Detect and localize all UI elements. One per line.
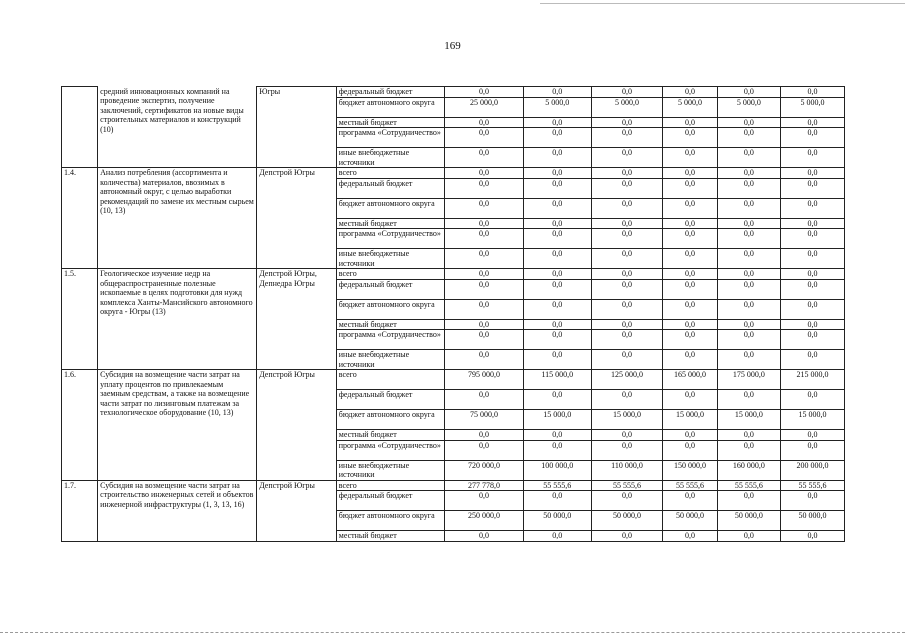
amount-cell: 5 000,0 (523, 97, 591, 117)
table-row (62, 269, 845, 280)
amount-cell: 0,0 (663, 198, 718, 218)
amount-cell: 0,0 (717, 531, 780, 542)
amount-cell: 0,0 (663, 330, 718, 350)
budget-table (61, 86, 845, 542)
amount-cell: 50 000,0 (591, 511, 662, 531)
amount-cell: 5 000,0 (780, 97, 844, 117)
amount-cell: 0,0 (523, 531, 591, 542)
item-description: средний инновационных компаний на проведение экспертиз, получение заключений, сертификатов на новые виды строительных материалов и конструкций (10) (98, 87, 257, 168)
amount-cell: 0,0 (717, 249, 780, 269)
amount-cell: 55 555,6 (780, 480, 844, 491)
amount-cell: 50 000,0 (780, 511, 844, 531)
table-row (62, 87, 845, 98)
amount-cell: 0,0 (591, 279, 662, 299)
amount-cell: 0,0 (663, 249, 718, 269)
amount-cell: 0,0 (780, 350, 844, 370)
amount-cell: 0,0 (591, 390, 662, 410)
amount-cell: 795 000,0 (445, 370, 524, 390)
funding-source: бюджет автономного округа (336, 97, 444, 117)
funding-source: бюджет автономного округа (336, 410, 444, 430)
amount-cell: 0,0 (663, 117, 718, 128)
amount-cell: 0,0 (445, 87, 524, 98)
amount-cell: 0,0 (663, 128, 718, 148)
item-description: Геологическое изучение недр на общераспространенные полезные ископаемые в целях подготовки для нужд комплекса Ханты-Мансийского автономного округа - Югры (13) (98, 269, 257, 370)
amount-cell: 0,0 (591, 440, 662, 460)
amount-cell: 0,0 (523, 117, 591, 128)
amount-cell: 0,0 (523, 249, 591, 269)
amount-cell: 0,0 (663, 440, 718, 460)
amount-cell: 0,0 (591, 430, 662, 441)
funding-source: иные внебюджетные источники (336, 249, 444, 269)
amount-cell: 0,0 (523, 87, 591, 98)
amount-cell: 0,0 (445, 440, 524, 460)
funding-source: всего (336, 269, 444, 280)
item-description: Анализ потребления (ассортимента и количества) материалов, ввозимых в автономный округ, с целью выработки рекомендаций по замене их местным сырьем (10, 13) (98, 168, 257, 269)
amount-cell: 720 000,0 (445, 460, 524, 480)
amount-cell: 0,0 (523, 229, 591, 249)
amount-cell: 0,0 (663, 491, 718, 511)
amount-cell: 0,0 (591, 350, 662, 370)
funding-source: федеральный бюджет (336, 491, 444, 511)
amount-cell: 0,0 (780, 168, 844, 179)
amount-cell: 0,0 (445, 430, 524, 441)
funding-source: всего (336, 168, 444, 179)
amount-cell: 0,0 (445, 390, 524, 410)
item-executor: Депстрой Югры, Депнедра Югры (257, 269, 337, 370)
amount-cell: 0,0 (445, 279, 524, 299)
item-executor: Депстрой Югры (257, 370, 337, 481)
amount-cell: 0,0 (780, 279, 844, 299)
amount-cell: 0,0 (780, 87, 844, 98)
amount-cell: 50 000,0 (717, 511, 780, 531)
funding-source: местный бюджет (336, 218, 444, 229)
amount-cell: 0,0 (591, 299, 662, 319)
amount-cell: 0,0 (445, 491, 524, 511)
amount-cell: 0,0 (780, 491, 844, 511)
amount-cell: 55 555,6 (523, 480, 591, 491)
amount-cell: 0,0 (780, 128, 844, 148)
amount-cell: 115 000,0 (523, 370, 591, 390)
amount-cell: 215 000,0 (780, 370, 844, 390)
amount-cell: 0,0 (717, 128, 780, 148)
item-index: 1.5. (62, 269, 98, 370)
funding-source: всего (336, 480, 444, 491)
funding-source: федеральный бюджет (336, 390, 444, 410)
funding-source: иные внебюджетные источники (336, 460, 444, 480)
amount-cell: 0,0 (445, 218, 524, 229)
amount-cell: 0,0 (717, 178, 780, 198)
amount-cell: 160 000,0 (717, 460, 780, 480)
amount-cell: 0,0 (780, 148, 844, 168)
amount-cell: 15 000,0 (591, 410, 662, 430)
table-row (62, 370, 845, 390)
amount-cell: 0,0 (780, 430, 844, 441)
amount-cell: 0,0 (663, 269, 718, 280)
amount-cell: 0,0 (523, 178, 591, 198)
amount-cell: 0,0 (663, 148, 718, 168)
amount-cell: 0,0 (591, 319, 662, 330)
amount-cell: 110 000,0 (591, 460, 662, 480)
item-index (62, 87, 98, 168)
amount-cell: 0,0 (717, 87, 780, 98)
amount-cell: 0,0 (663, 299, 718, 319)
funding-source: федеральный бюджет (336, 279, 444, 299)
amount-cell: 0,0 (780, 531, 844, 542)
amount-cell: 0,0 (663, 87, 718, 98)
scan-edge-bottom (0, 632, 905, 633)
amount-cell: 0,0 (523, 330, 591, 350)
funding-source: иные внебюджетные источники (336, 148, 444, 168)
funding-source: федеральный бюджет (336, 178, 444, 198)
amount-cell: 150 000,0 (663, 460, 718, 480)
amount-cell: 0,0 (445, 168, 524, 179)
funding-source: федеральный бюджет (336, 87, 444, 98)
amount-cell: 0,0 (591, 178, 662, 198)
amount-cell: 0,0 (717, 229, 780, 249)
funding-source: местный бюджет (336, 531, 444, 542)
amount-cell: 0,0 (780, 319, 844, 330)
amount-cell: 5 000,0 (717, 97, 780, 117)
amount-cell: 0,0 (663, 218, 718, 229)
funding-source: иные внебюджетные источники (336, 350, 444, 370)
amount-cell: 0,0 (523, 491, 591, 511)
amount-cell: 0,0 (717, 218, 780, 229)
amount-cell: 0,0 (663, 531, 718, 542)
amount-cell: 0,0 (780, 178, 844, 198)
amount-cell: 55 555,6 (591, 480, 662, 491)
amount-cell: 125 000,0 (591, 370, 662, 390)
amount-cell: 0,0 (780, 269, 844, 280)
amount-cell: 0,0 (523, 148, 591, 168)
amount-cell: 15 000,0 (663, 410, 718, 430)
amount-cell: 25 000,0 (445, 97, 524, 117)
amount-cell: 100 000,0 (523, 460, 591, 480)
amount-cell: 0,0 (445, 148, 524, 168)
amount-cell: 0,0 (445, 531, 524, 542)
item-index: 1.6. (62, 370, 98, 481)
item-index: 1.4. (62, 168, 98, 269)
amount-cell: 165 000,0 (663, 370, 718, 390)
amount-cell: 55 555,6 (717, 480, 780, 491)
amount-cell: 0,0 (523, 279, 591, 299)
amount-cell: 0,0 (717, 168, 780, 179)
amount-cell: 0,0 (445, 330, 524, 350)
amount-cell: 0,0 (523, 350, 591, 370)
scan-edge-top (540, 3, 905, 4)
funding-source: бюджет автономного округа (336, 299, 444, 319)
amount-cell: 15 000,0 (717, 410, 780, 430)
amount-cell: 0,0 (445, 269, 524, 280)
amount-cell: 0,0 (445, 350, 524, 370)
item-executor: Югры (257, 87, 337, 168)
amount-cell: 0,0 (591, 330, 662, 350)
amount-cell: 0,0 (717, 390, 780, 410)
amount-cell: 0,0 (717, 279, 780, 299)
amount-cell: 0,0 (663, 390, 718, 410)
amount-cell: 200 000,0 (780, 460, 844, 480)
amount-cell: 0,0 (445, 299, 524, 319)
amount-cell: 0,0 (445, 178, 524, 198)
amount-cell: 0,0 (663, 279, 718, 299)
amount-cell: 0,0 (591, 249, 662, 269)
amount-cell: 0,0 (523, 319, 591, 330)
amount-cell: 0,0 (717, 198, 780, 218)
amount-cell: 0,0 (780, 229, 844, 249)
amount-cell: 0,0 (523, 198, 591, 218)
amount-cell: 0,0 (717, 440, 780, 460)
amount-cell: 0,0 (523, 269, 591, 280)
funding-source: программа «Сотрудничество» (336, 330, 444, 350)
amount-cell: 0,0 (663, 430, 718, 441)
amount-cell: 0,0 (780, 218, 844, 229)
amount-cell: 0,0 (663, 168, 718, 179)
amount-cell: 15 000,0 (523, 410, 591, 430)
item-description: Субсидия на возмещение части затрат на строительство инженерных сетей и объектов инженерной инфраструктуры (1, 3, 13, 16) (98, 480, 257, 541)
amount-cell: 0,0 (780, 440, 844, 460)
amount-cell: 0,0 (591, 491, 662, 511)
amount-cell: 0,0 (780, 249, 844, 269)
funding-source: программа «Сотрудничество» (336, 440, 444, 460)
amount-cell: 277 778,0 (445, 480, 524, 491)
amount-cell: 0,0 (717, 430, 780, 441)
amount-cell: 0,0 (591, 148, 662, 168)
amount-cell: 0,0 (591, 168, 662, 179)
item-description: Субсидия на возмещение части затрат на уплату процентов по привлекаемым заемным средствам, а также на возмещение части затрат по лизинговым платежам за технологическое оборудование (10, 13) (98, 370, 257, 481)
amount-cell: 0,0 (523, 430, 591, 441)
amount-cell: 0,0 (780, 299, 844, 319)
amount-cell: 0,0 (663, 319, 718, 330)
amount-cell: 0,0 (717, 269, 780, 280)
amount-cell: 0,0 (591, 198, 662, 218)
amount-cell: 0,0 (663, 178, 718, 198)
amount-cell: 0,0 (445, 229, 524, 249)
amount-cell: 0,0 (717, 491, 780, 511)
amount-cell: 0,0 (523, 218, 591, 229)
amount-cell: 0,0 (445, 319, 524, 330)
amount-cell: 0,0 (780, 117, 844, 128)
amount-cell: 0,0 (445, 117, 524, 128)
table-row (62, 168, 845, 179)
amount-cell: 0,0 (445, 249, 524, 269)
page-number: 169 (444, 40, 461, 52)
amount-cell: 50 000,0 (663, 511, 718, 531)
amount-cell: 0,0 (591, 229, 662, 249)
amount-cell: 0,0 (717, 319, 780, 330)
amount-cell: 250 000,0 (445, 511, 524, 531)
funding-source: местный бюджет (336, 319, 444, 330)
amount-cell: 0,0 (591, 87, 662, 98)
amount-cell: 0,0 (591, 218, 662, 229)
amount-cell: 0,0 (663, 229, 718, 249)
amount-cell: 0,0 (717, 117, 780, 128)
amount-cell: 0,0 (445, 198, 524, 218)
amount-cell: 0,0 (591, 128, 662, 148)
amount-cell: 5 000,0 (663, 97, 718, 117)
funding-source: местный бюджет (336, 117, 444, 128)
amount-cell: 0,0 (591, 117, 662, 128)
funding-source: местный бюджет (336, 430, 444, 441)
amount-cell: 0,0 (717, 350, 780, 370)
item-index: 1.7. (62, 480, 98, 541)
amount-cell: 15 000,0 (780, 410, 844, 430)
amount-cell: 0,0 (523, 128, 591, 148)
amount-cell: 0,0 (591, 269, 662, 280)
amount-cell: 0,0 (780, 330, 844, 350)
funding-source: программа «Сотрудничество» (336, 229, 444, 249)
amount-cell: 0,0 (780, 198, 844, 218)
funding-source: бюджет автономного округа (336, 198, 444, 218)
amount-cell: 75 000,0 (445, 410, 524, 430)
item-executor: Депстрой Югры (257, 480, 337, 541)
amount-cell: 0,0 (717, 330, 780, 350)
amount-cell: 0,0 (445, 128, 524, 148)
funding-source: бюджет автономного округа (336, 511, 444, 531)
funding-source: всего (336, 370, 444, 390)
amount-cell: 0,0 (717, 148, 780, 168)
table-row (62, 480, 845, 491)
amount-cell: 0,0 (591, 531, 662, 542)
item-executor: Депстрой Югры (257, 168, 337, 269)
amount-cell: 0,0 (523, 168, 591, 179)
funding-source: программа «Сотрудничество» (336, 128, 444, 148)
amount-cell: 0,0 (780, 390, 844, 410)
amount-cell: 5 000,0 (591, 97, 662, 117)
amount-cell: 50 000,0 (523, 511, 591, 531)
amount-cell: 55 555,6 (663, 480, 718, 491)
amount-cell: 175 000,0 (717, 370, 780, 390)
amount-cell: 0,0 (523, 299, 591, 319)
amount-cell: 0,0 (523, 440, 591, 460)
amount-cell: 0,0 (663, 350, 718, 370)
amount-cell: 0,0 (717, 299, 780, 319)
amount-cell: 0,0 (523, 390, 591, 410)
